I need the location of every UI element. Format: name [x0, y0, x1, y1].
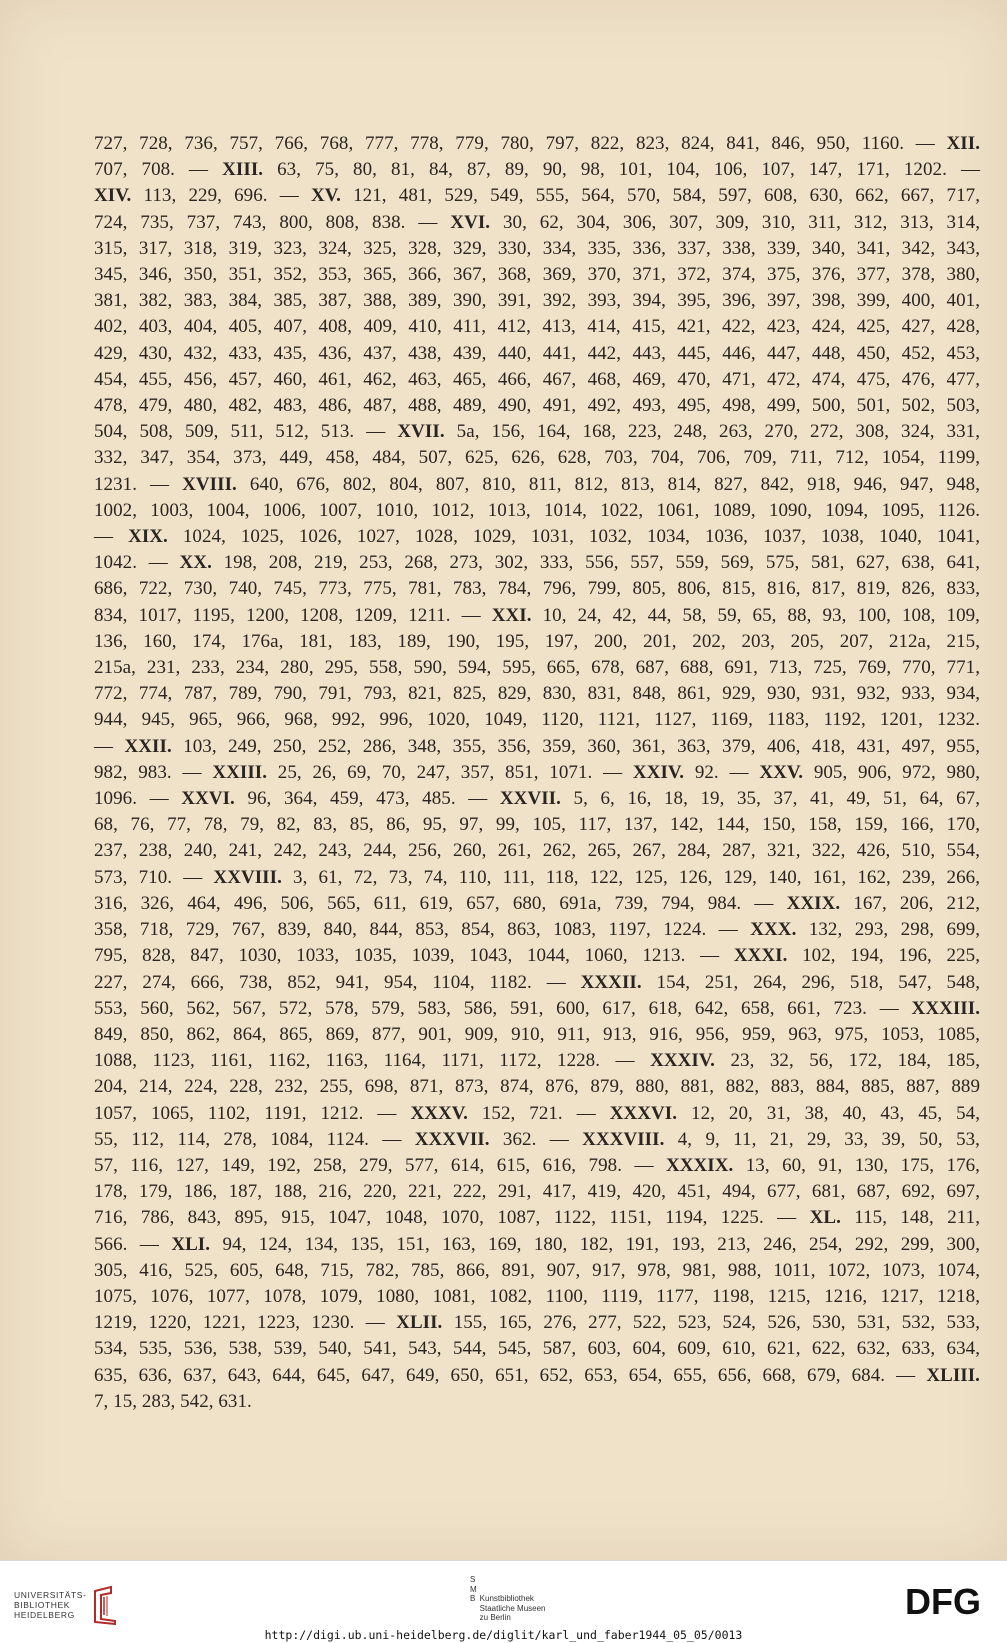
lot-numbers: 1002, 1003, 1004, 1006, 1007, 1010, 1012, 1013, 1014, 1022, 1061, 1089, 1090, 1094, 1095, 1126. — [94, 499, 980, 521]
lot-numbers: 5, 6, 16, 18, 19, 35, 37, 41, 49, 51, 64, 67, — [560, 788, 980, 810]
index-line — [94, 603, 980, 629]
lot-numbers: 305, 416, 525, 605, 648, 715, 782, 785, 866, 891, 907, 917, 978, 981, 988, 1011, 1072, 1073, 1074, — [94, 1259, 980, 1281]
lot-numbers: 154, 251, 264, 296, 518, 547, 548, — [641, 971, 980, 993]
lot-numbers: 834, 1017, 1195, 1200, 1208, 1209, 1211. — — [94, 604, 492, 626]
lot-numbers: 772, 774, 787, 789, 790, 791, 793, 821, 825, 829, 830, 831, 848, 861, 929, 930, 931, 932, 933, 934, — [94, 683, 980, 705]
index-line — [94, 1389, 980, 1415]
roman-numeral-heading: XVIII. — [182, 473, 237, 495]
roman-numeral-heading: XXXV. — [410, 1102, 468, 1124]
lot-numbers: 5a, 156, 164, 168, 223, 248, 263, 270, 272, 308, 324, 331, — [444, 421, 980, 443]
index-line — [94, 550, 980, 576]
credit-initials — [470, 1575, 477, 1623]
lot-numbers: 566. — — [94, 1233, 172, 1255]
lot-numbers: 23, 32, 56, 172, 184, 185, — [714, 1050, 980, 1072]
lot-numbers: 635, 636, 637, 643, 644, 645, 647, 649, 650, 651, 652, 653, 654, 655, 656, 668, 679, 684. — — [94, 1364, 927, 1386]
dfg-logo-text: DFG — [905, 1581, 981, 1621]
lot-numbers: 707, 708. — — [94, 159, 223, 181]
lot-numbers: — — [94, 735, 125, 757]
roman-numeral-heading: XIX. — [128, 526, 168, 548]
roman-numeral-heading: XXIV. — [632, 761, 685, 783]
roman-numeral-heading: XXXI. — [733, 945, 788, 967]
roman-numeral-heading: XXX. — [750, 919, 797, 941]
roman-numeral-heading: XXVIII. — [213, 866, 282, 888]
lot-numbers: 103, 249, 250, 252, 286, 348, 355, 356, 359, 360, 361, 363, 379, 406, 418, 431, 497, 955, — [171, 735, 981, 757]
lot-numbers: 315, 317, 318, 319, 323, 324, 325, 328, 329, 330, 334, 335, 336, 337, 338, 339, 340, 341, 342, 343, — [94, 237, 980, 259]
lot-numbers: 57, 116, 127, 149, 192, 258, 279, 577, 614, 615, 616, 798. — — [94, 1154, 666, 1176]
ub-emblem-icon — [91, 1585, 119, 1625]
lot-numbers: 429, 430, 432, 433, 435, 436, 437, 438, 439, 440, 441, 442, 443, 445, 446, 447, 448, 450, 452, 453, — [94, 342, 980, 364]
index-line — [94, 1284, 980, 1310]
index-line — [94, 236, 980, 262]
source-url-link[interactable]: http://digi.ub.uni-heidelberg.de/diglit/karl_und_faber1944_05_05/0013 — [264, 1628, 743, 1642]
lot-numbers: 716, 786, 843, 895, 915, 1047, 1048, 1070, 1087, 1122, 1151, 1194, 1225. — — [94, 1207, 810, 1229]
lot-numbers: 215a, 231, 233, 234, 280, 295, 558, 590, 594, 595, 665, 678, 687, 688, 691, 713, 725, 769, 770, 771, — [94, 657, 980, 679]
index-line — [94, 288, 980, 314]
index-text-block — [94, 131, 980, 1415]
lot-numbers: 25, 26, 69, 70, 247, 357, 851, 1071. — — [267, 761, 633, 783]
index-line — [94, 445, 980, 471]
lot-numbers: 534, 535, 536, 538, 539, 540, 541, 543, 544, 545, 587, 603, 604, 609, 610, 621, 622, 632, 633, 634, — [94, 1338, 980, 1360]
roman-numeral-heading: XIV. — [94, 185, 132, 207]
lot-numbers: — — [94, 526, 129, 548]
lot-numbers: 10, 24, 42, 44, 58, 59, 65, 88, 93, 100, 108, 109, — [531, 604, 980, 626]
kunstbibliothek-credit — [470, 1575, 546, 1623]
index-line — [94, 419, 980, 445]
lot-numbers: 1024, 1025, 1026, 1027, 1028, 1029, 1031, 1032, 1034, 1036, 1037, 1038, 1040, 1041, — [167, 526, 980, 548]
index-line — [94, 1336, 980, 1362]
lot-numbers: 573, 710. — — [94, 866, 214, 888]
lot-numbers: 113, 229, 696. — — [131, 185, 312, 207]
index-line — [94, 1022, 980, 1048]
lot-numbers: 345, 346, 350, 351, 352, 353, 365, 366, 367, 368, 369, 370, 371, 372, 374, 375, 376, 377, 378, 380, — [94, 264, 980, 286]
credit-initial: S — [470, 1575, 476, 1584]
lot-numbers: 198, 208, 219, 253, 268, 273, 302, 333, 556, 557, 559, 569, 575, 581, 627, 638, 641, — [211, 552, 981, 574]
lot-numbers: 982, 983. — — [94, 761, 213, 783]
lot-numbers: 237, 238, 240, 241, 242, 243, 244, 256, 260, 261, 262, 265, 267, 284, 287, 321, 322, 426, 510, 554, — [94, 840, 980, 862]
lot-numbers: 1042. — — [94, 552, 180, 574]
index-line — [94, 996, 980, 1022]
index-line — [94, 681, 980, 707]
index-line — [94, 367, 980, 393]
credit-line: Staatliche Museen — [479, 1603, 546, 1613]
lot-numbers: 3, 61, 72, 73, 74, 110, 111, 118, 122, 125, 126, 129, 140, 161, 162, 239, 266, — [281, 866, 980, 888]
lot-numbers: 152, 721. — — [467, 1102, 610, 1124]
roman-numeral-heading: XLI. — [171, 1233, 211, 1255]
index-line — [94, 1232, 980, 1258]
roman-numeral-heading: XXXII. — [580, 971, 642, 993]
index-line — [94, 393, 980, 419]
lot-numbers: 332, 347, 354, 373, 449, 458, 484, 507, 625, 626, 628, 703, 704, 706, 709, 711, 712, 1054, 1199, — [94, 447, 980, 469]
lot-numbers: 92. — — [684, 761, 760, 783]
index-line — [94, 629, 980, 655]
lot-numbers: 1075, 1076, 1077, 1078, 1079, 1080, 1081, 1082, 1100, 1119, 1177, 1198, 1215, 1216, 1217, 1218, — [94, 1285, 980, 1307]
lot-numbers: 167, 206, 212, — [840, 892, 980, 914]
roman-numeral-heading: XXV. — [759, 761, 804, 783]
lot-numbers: 849, 850, 862, 864, 865, 869, 877, 901, 909, 910, 911, 913, 916, 956, 959, 963, 975, 1053, 1085, — [94, 1023, 980, 1045]
index-line — [94, 1205, 980, 1231]
index-line — [94, 157, 980, 183]
roman-numeral-heading: XXXIV. — [650, 1050, 715, 1072]
lot-numbers: 68, 76, 77, 78, 79, 82, 83, 85, 86, 95, 97, 99, 105, 117, 137, 142, 144, 150, 158, 159, 166, 170, — [94, 814, 980, 836]
index-line — [94, 210, 980, 236]
ub-heidelberg-logo[interactable] — [14, 1585, 119, 1625]
index-line — [94, 970, 980, 996]
lot-numbers: 454, 455, 456, 457, 460, 461, 462, 463, 465, 466, 467, 468, 469, 470, 471, 472, 474, 475, 476, 477, — [94, 368, 980, 390]
credit-initial: M — [470, 1584, 477, 1594]
index-line — [94, 655, 980, 681]
lot-numbers: 724, 735, 737, 743, 800, 808, 838. — — [94, 211, 451, 233]
roman-numeral-heading: XXXVI. — [609, 1102, 678, 1124]
credit-line: zu Berlin — [479, 1613, 511, 1622]
index-line — [94, 707, 980, 733]
lot-numbers: 727, 728, 736, 757, 766, 768, 777, 778, 779, 780, 797, 822, 823, 824, 841, 846, 950, 1160. — — [94, 133, 947, 154]
lot-numbers: 204, 214, 224, 228, 232, 255, 698, 871, 873, 874, 876, 879, 880, 881, 882, 883, 884, 885, 887, 889 — [94, 1076, 980, 1098]
index-line — [94, 1127, 980, 1153]
index-line — [94, 760, 980, 786]
lot-numbers: 553, 560, 562, 567, 572, 578, 579, 583, 586, 591, 600, 617, 618, 642, 658, 661, 723. — — [94, 997, 912, 1019]
roman-numeral-heading: XIII. — [222, 159, 264, 181]
roman-numeral-heading: XXVI. — [181, 788, 235, 810]
roman-numeral-heading: XXIX. — [786, 892, 841, 914]
index-line — [94, 1363, 980, 1389]
roman-numeral-heading: XXIII. — [212, 761, 268, 783]
roman-numeral-heading: XLII. — [396, 1312, 443, 1334]
lot-numbers: 1096. — — [94, 788, 182, 810]
index-line — [94, 1310, 980, 1336]
lot-numbers: 1231. — — [94, 473, 183, 495]
index-line — [94, 472, 980, 498]
roman-numeral-heading: XXVII. — [499, 788, 561, 810]
roman-numeral-heading: XXII. — [124, 735, 172, 757]
lot-numbers: 316, 326, 464, 496, 506, 565, 611, 619, 657, 680, 691a, 739, 794, 984. — — [94, 892, 787, 914]
index-line — [94, 838, 980, 864]
index-line — [94, 812, 980, 838]
index-line — [94, 1074, 980, 1100]
index-line — [94, 498, 980, 524]
roman-numeral-heading: XX. — [179, 552, 212, 574]
ub-name — [14, 1590, 87, 1620]
index-line — [94, 891, 980, 917]
lot-numbers: 381, 382, 383, 384, 385, 387, 388, 389, 390, 391, 392, 393, 394, 395, 396, 397, 398, 399, 400, 401, — [94, 290, 980, 312]
roman-numeral-heading: XL. — [809, 1207, 841, 1229]
roman-numeral-heading: XVI. — [450, 211, 491, 233]
lot-numbers: 1088, 1123, 1161, 1162, 1163, 1164, 1171, 1172, 1228. — — [94, 1050, 651, 1072]
lot-numbers: 178, 179, 186, 187, 188, 216, 220, 221, 222, 291, 417, 419, 420, 451, 494, 677, 681, 687, 692, 697, — [94, 1181, 980, 1203]
lot-numbers: 1219, 1220, 1221, 1223, 1230. — — [94, 1312, 397, 1334]
dfg-logo[interactable] — [895, 1581, 991, 1621]
lot-numbers: 132, 293, 298, 699, — [796, 919, 981, 941]
index-line — [94, 734, 980, 760]
lot-numbers: 55, 112, 114, 278, 1084, 1124. — — [94, 1128, 415, 1150]
index-line — [94, 341, 980, 367]
lot-numbers: 227, 274, 666, 738, 852, 941, 954, 1104, 1182. — — [94, 971, 581, 993]
ub-name-line: BIBLIOTHEK — [14, 1600, 71, 1610]
lot-numbers: 94, 124, 134, 135, 151, 163, 169, 180, 182, 191, 193, 213, 246, 254, 292, 299, 300, — [210, 1233, 980, 1255]
lot-numbers: 7, 15, 283, 542, 631. — [94, 1390, 252, 1412]
lot-numbers: 96, 364, 459, 473, 485. — — [234, 788, 500, 810]
lot-numbers: 136, 160, 174, 176a, 181, 183, 189, 190, 195, 197, 200, 201, 202, 203, 205, 207, 212a, 215, — [94, 630, 980, 652]
lot-numbers: 102, 194, 196, 225, — [787, 945, 980, 967]
lot-numbers: 640, 676, 802, 804, 807, 810, 811, 812, 813, 814, 827, 842, 918, 946, 947, 948, — [236, 473, 980, 495]
roman-numeral-heading: XXXVIII. — [582, 1128, 665, 1150]
roman-numeral-heading: XXI. — [491, 604, 532, 626]
roman-numeral-heading: XXXVII. — [414, 1128, 490, 1150]
credit-initial: B — [470, 1594, 476, 1603]
index-line — [94, 131, 980, 157]
roman-numeral-heading: XLIII. — [926, 1364, 980, 1386]
lot-numbers: 121, 481, 529, 549, 555, 564, 570, 584, 597, 608, 630, 662, 667, 717, — [340, 185, 980, 207]
lot-numbers: 12, 20, 31, 38, 40, 43, 45, 54, — [677, 1102, 980, 1124]
lot-numbers: 905, 906, 972, 980, — [803, 761, 980, 783]
roman-numeral-heading: XXXIII. — [911, 997, 980, 1019]
lot-numbers: 115, 148, 211, — [840, 1207, 980, 1229]
lot-numbers: 13, 60, 91, 130, 175, 176, — [733, 1154, 980, 1176]
lot-numbers: 155, 165, 276, 277, 522, 523, 524, 526, 530, 531, 532, 533, — [442, 1312, 980, 1334]
index-line — [94, 576, 980, 602]
lot-numbers: 63, 75, 80, 81, 84, 87, 89, 90, 98, 101, 104, 106, 107, 147, 171, 1202. — — [263, 159, 981, 181]
index-line — [94, 314, 980, 340]
ub-name-line: HEIDELBERG — [14, 1610, 75, 1620]
index-line — [94, 865, 980, 891]
index-line — [94, 262, 980, 288]
index-line — [94, 1179, 980, 1205]
lot-numbers: 362. — — [489, 1128, 583, 1150]
index-line — [94, 1101, 980, 1127]
lot-numbers: 30, 62, 304, 306, 307, 309, 310, 311, 312, 313, 314, — [490, 211, 980, 233]
lot-numbers: 795, 828, 847, 1030, 1033, 1035, 1039, 1043, 1044, 1060, 1213. — — [94, 945, 734, 967]
index-line — [94, 1258, 980, 1284]
lot-numbers: 478, 479, 480, 482, 483, 486, 487, 488, 489, 490, 491, 492, 493, 495, 498, 499, 500, 501, 502, 503, — [94, 395, 980, 417]
lot-numbers: 4, 9, 11, 21, 29, 33, 39, 50, 53, — [664, 1128, 980, 1150]
lot-numbers: 504, 508, 509, 511, 512, 513. — — [94, 421, 398, 443]
lot-numbers: 1057, 1065, 1102, 1191, 1212. — — [94, 1102, 411, 1124]
index-line — [94, 917, 980, 943]
roman-numeral-heading: XVII. — [397, 421, 445, 443]
roman-numeral-heading: XXXIX. — [665, 1154, 734, 1176]
ub-name-line: UNIVERSITÄTS- — [14, 1590, 87, 1600]
lot-numbers: 358, 718, 729, 767, 839, 840, 844, 853, 854, 863, 1083, 1197, 1224. — — [94, 919, 751, 941]
index-line — [94, 1153, 980, 1179]
index-line — [94, 183, 980, 209]
lot-numbers: 686, 722, 730, 740, 745, 773, 775, 781, 783, 784, 796, 799, 805, 806, 815, 816, 817, 819, 826, 833, — [94, 578, 980, 600]
index-line — [94, 943, 980, 969]
index-line — [94, 524, 980, 550]
lot-numbers: 944, 945, 965, 966, 968, 992, 996, 1020, 1049, 1120, 1121, 1127, 1169, 1183, 1192, 1201, 1232. — [94, 709, 980, 731]
index-line — [94, 786, 980, 812]
index-line — [94, 1048, 980, 1074]
roman-numeral-heading: XII. — [946, 133, 980, 154]
credit-lines — [480, 1575, 546, 1623]
lot-numbers: 402, 403, 404, 405, 407, 408, 409, 410, 411, 412, 413, 414, 415, 421, 422, 423, 424, 425, 427, 428, — [94, 316, 980, 338]
credit-line: Kunstbibliothek — [479, 1594, 534, 1603]
roman-numeral-heading: XV. — [311, 185, 341, 207]
